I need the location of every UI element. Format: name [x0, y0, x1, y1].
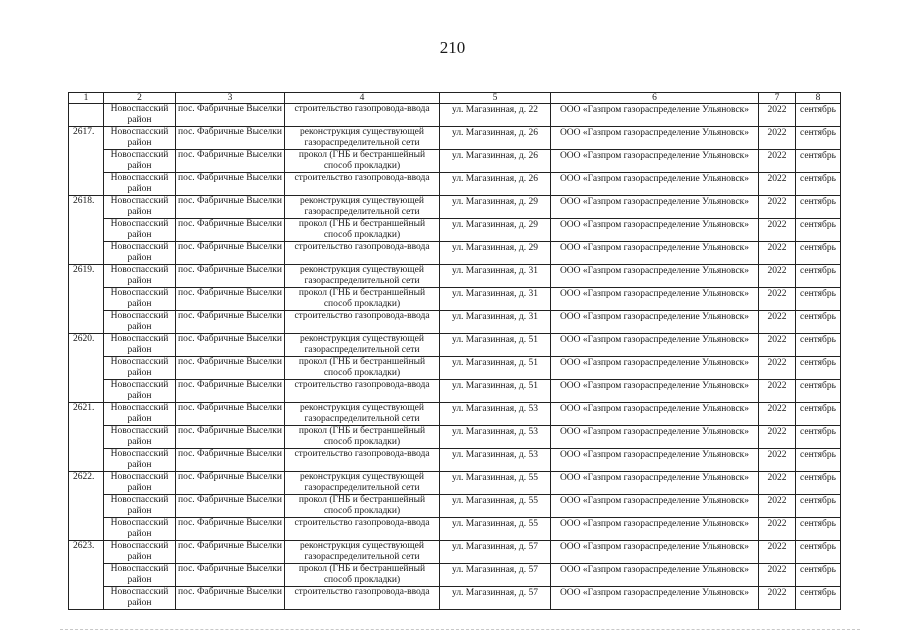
- column-number: 7: [759, 93, 796, 104]
- month-cell: сентябрь: [796, 357, 841, 380]
- settlement-cell: пос. Фабричные Выселки: [176, 380, 285, 403]
- organization-cell: ООО «Газпром газораспределение Ульяновск»: [551, 541, 759, 564]
- settlement-cell: пос. Фабричные Выселки: [176, 311, 285, 334]
- table-row: [69, 472, 841, 495]
- table-row: [69, 127, 841, 150]
- district-cell: Новоспасский район: [104, 127, 176, 150]
- work-type-cell: строительство газопровода-ввода: [285, 587, 440, 610]
- item-number-cell: 2623.: [69, 541, 104, 610]
- district-cell: Новоспасский район: [104, 311, 176, 334]
- district-cell: Новоспасский район: [104, 219, 176, 242]
- year-cell: 2022: [759, 357, 796, 380]
- work-type-cell: реконструкция существующей газораспределительной сети: [285, 265, 440, 288]
- organization-cell: ООО «Газпром газораспределение Ульяновск»: [551, 288, 759, 311]
- settlement-cell: пос. Фабричные Выселки: [176, 426, 285, 449]
- month-cell: сентябрь: [796, 564, 841, 587]
- table-row: [69, 311, 841, 334]
- item-number-cell: 2619.: [69, 265, 104, 334]
- table-row: [69, 564, 841, 587]
- settlement-cell: пос. Фабричные Выселки: [176, 518, 285, 541]
- table-row: [69, 219, 841, 242]
- year-cell: 2022: [759, 564, 796, 587]
- item-number-cell: 2620.: [69, 334, 104, 403]
- table-row: [69, 357, 841, 380]
- month-cell: сентябрь: [796, 495, 841, 518]
- address-cell: ул. Магазинная, д. 55: [440, 518, 551, 541]
- district-cell: Новоспасский район: [104, 288, 176, 311]
- district-cell: Новоспасский район: [104, 587, 176, 610]
- district-cell: Новоспасский район: [104, 426, 176, 449]
- address-cell: ул. Магазинная, д. 53: [440, 426, 551, 449]
- settlement-cell: пос. Фабричные Выселки: [176, 541, 285, 564]
- work-type-cell: прокол (ГНБ и бестраншейный способ прокладки): [285, 495, 440, 518]
- works-table: [68, 92, 841, 610]
- table-row: [69, 150, 841, 173]
- settlement-cell: пос. Фабричные Выселки: [176, 564, 285, 587]
- year-cell: 2022: [759, 242, 796, 265]
- year-cell: 2022: [759, 150, 796, 173]
- address-cell: ул. Магазинная, д. 31: [440, 311, 551, 334]
- address-cell: ул. Магазинная, д. 29: [440, 219, 551, 242]
- settlement-cell: пос. Фабричные Выселки: [176, 357, 285, 380]
- month-cell: сентябрь: [796, 518, 841, 541]
- district-cell: Новоспасский район: [104, 403, 176, 426]
- work-type-cell: прокол (ГНБ и бестраншейный способ прокладки): [285, 564, 440, 587]
- organization-cell: ООО «Газпром газораспределение Ульяновск»: [551, 127, 759, 150]
- organization-cell: ООО «Газпром газораспределение Ульяновск»: [551, 334, 759, 357]
- year-cell: 2022: [759, 403, 796, 426]
- table-row: [69, 173, 841, 196]
- month-cell: сентябрь: [796, 449, 841, 472]
- organization-cell: ООО «Газпром газораспределение Ульяновск»: [551, 265, 759, 288]
- year-cell: 2022: [759, 334, 796, 357]
- year-cell: 2022: [759, 426, 796, 449]
- work-type-cell: реконструкция существующей газораспределительной сети: [285, 403, 440, 426]
- work-type-cell: строительство газопровода-ввода: [285, 104, 440, 127]
- work-type-cell: строительство газопровода-ввода: [285, 380, 440, 403]
- settlement-cell: пос. Фабричные Выселки: [176, 219, 285, 242]
- organization-cell: ООО «Газпром газораспределение Ульяновск»: [551, 104, 759, 127]
- district-cell: Новоспасский район: [104, 449, 176, 472]
- settlement-cell: пос. Фабричные Выселки: [176, 196, 285, 219]
- work-type-cell: прокол (ГНБ и бестраншейный способ прокладки): [285, 219, 440, 242]
- organization-cell: ООО «Газпром газораспределение Ульяновск»: [551, 587, 759, 610]
- table-row: [69, 518, 841, 541]
- month-cell: сентябрь: [796, 104, 841, 127]
- district-cell: Новоспасский район: [104, 518, 176, 541]
- settlement-cell: пос. Фабричные Выселки: [176, 472, 285, 495]
- year-cell: 2022: [759, 219, 796, 242]
- settlement-cell: пос. Фабричные Выселки: [176, 150, 285, 173]
- table-row: [69, 541, 841, 564]
- settlement-cell: пос. Фабричные Выселки: [176, 173, 285, 196]
- district-cell: Новоспасский район: [104, 357, 176, 380]
- month-cell: сентябрь: [796, 173, 841, 196]
- organization-cell: ООО «Газпром газораспределение Ульяновск»: [551, 518, 759, 541]
- column-number: 1: [69, 93, 104, 104]
- month-cell: сентябрь: [796, 288, 841, 311]
- year-cell: 2022: [759, 173, 796, 196]
- settlement-cell: пос. Фабричные Выселки: [176, 449, 285, 472]
- district-cell: Новоспасский район: [104, 173, 176, 196]
- address-cell: ул. Магазинная, д. 51: [440, 357, 551, 380]
- work-type-cell: прокол (ГНБ и бестраншейный способ прокладки): [285, 288, 440, 311]
- year-cell: 2022: [759, 541, 796, 564]
- column-number: 2: [104, 93, 176, 104]
- table-row: [69, 587, 841, 610]
- year-cell: 2022: [759, 472, 796, 495]
- settlement-cell: пос. Фабричные Выселки: [176, 334, 285, 357]
- item-number-cell: [69, 104, 104, 127]
- address-cell: ул. Магазинная, д. 57: [440, 564, 551, 587]
- month-cell: сентябрь: [796, 150, 841, 173]
- organization-cell: ООО «Газпром газораспределение Ульяновск»: [551, 495, 759, 518]
- column-number: 5: [440, 93, 551, 104]
- address-cell: ул. Магазинная, д. 55: [440, 495, 551, 518]
- settlement-cell: пос. Фабричные Выселки: [176, 403, 285, 426]
- table-row: [69, 449, 841, 472]
- table-row: [69, 196, 841, 219]
- district-cell: Новоспасский район: [104, 242, 176, 265]
- organization-cell: ООО «Газпром газораспределение Ульяновск»: [551, 311, 759, 334]
- work-type-cell: реконструкция существующей газораспределительной сети: [285, 541, 440, 564]
- district-cell: Новоспасский район: [104, 104, 176, 127]
- organization-cell: ООО «Газпром газораспределение Ульяновск»: [551, 380, 759, 403]
- table-row: [69, 403, 841, 426]
- district-cell: Новоспасский район: [104, 564, 176, 587]
- year-cell: 2022: [759, 449, 796, 472]
- table-row: [69, 334, 841, 357]
- table-row: [69, 242, 841, 265]
- work-type-cell: строительство газопровода-ввода: [285, 311, 440, 334]
- address-cell: ул. Магазинная, д. 22: [440, 104, 551, 127]
- district-cell: Новоспасский район: [104, 196, 176, 219]
- scan-edge-line: [60, 629, 860, 630]
- address-cell: ул. Магазинная, д. 57: [440, 587, 551, 610]
- year-cell: 2022: [759, 288, 796, 311]
- year-cell: 2022: [759, 196, 796, 219]
- month-cell: сентябрь: [796, 242, 841, 265]
- organization-cell: ООО «Газпром газораспределение Ульяновск»: [551, 173, 759, 196]
- district-cell: Новоспасский район: [104, 334, 176, 357]
- year-cell: 2022: [759, 265, 796, 288]
- work-type-cell: прокол (ГНБ и бестраншейный способ прокладки): [285, 426, 440, 449]
- item-number-cell: 2618.: [69, 196, 104, 265]
- district-cell: Новоспасский район: [104, 541, 176, 564]
- organization-cell: ООО «Газпром газораспределение Ульяновск»: [551, 564, 759, 587]
- column-number: 6: [551, 93, 759, 104]
- item-number-cell: 2621.: [69, 403, 104, 472]
- settlement-cell: пос. Фабричные Выселки: [176, 288, 285, 311]
- year-cell: 2022: [759, 495, 796, 518]
- work-type-cell: строительство газопровода-ввода: [285, 173, 440, 196]
- work-type-cell: реконструкция существующей газораспределительной сети: [285, 472, 440, 495]
- address-cell: ул. Магазинная, д. 31: [440, 265, 551, 288]
- work-type-cell: строительство газопровода-ввода: [285, 518, 440, 541]
- work-type-cell: прокол (ГНБ и бестраншейный способ прокладки): [285, 357, 440, 380]
- address-cell: ул. Магазинная, д. 55: [440, 472, 551, 495]
- month-cell: сентябрь: [796, 472, 841, 495]
- item-number-cell: 2622.: [69, 472, 104, 541]
- settlement-cell: пос. Фабричные Выселки: [176, 104, 285, 127]
- month-cell: сентябрь: [796, 196, 841, 219]
- table-row: [69, 380, 841, 403]
- address-cell: ул. Магазинная, д. 29: [440, 196, 551, 219]
- address-cell: ул. Магазинная, д. 29: [440, 242, 551, 265]
- year-cell: 2022: [759, 127, 796, 150]
- month-cell: сентябрь: [796, 311, 841, 334]
- address-cell: ул. Магазинная, д. 51: [440, 334, 551, 357]
- settlement-cell: пос. Фабричные Выселки: [176, 127, 285, 150]
- address-cell: ул. Магазинная, д. 26: [440, 150, 551, 173]
- table-row: [69, 104, 841, 127]
- month-cell: сентябрь: [796, 265, 841, 288]
- year-cell: 2022: [759, 104, 796, 127]
- table-row: [69, 288, 841, 311]
- address-cell: ул. Магазинная, д. 53: [440, 449, 551, 472]
- month-cell: сентябрь: [796, 403, 841, 426]
- district-cell: Новоспасский район: [104, 472, 176, 495]
- table-body: [69, 93, 841, 610]
- work-type-cell: строительство газопровода-ввода: [285, 242, 440, 265]
- address-cell: ул. Магазинная, д. 51: [440, 380, 551, 403]
- month-cell: сентябрь: [796, 541, 841, 564]
- organization-cell: ООО «Газпром газораспределение Ульяновск»: [551, 449, 759, 472]
- year-cell: 2022: [759, 311, 796, 334]
- work-type-cell: реконструкция существующей газораспределительной сети: [285, 334, 440, 357]
- settlement-cell: пос. Фабричные Выселки: [176, 242, 285, 265]
- district-cell: Новоспасский район: [104, 265, 176, 288]
- organization-cell: ООО «Газпром газораспределение Ульяновск»: [551, 403, 759, 426]
- page-number: 210: [439, 38, 466, 57]
- year-cell: 2022: [759, 518, 796, 541]
- address-cell: ул. Магазинная, д. 53: [440, 403, 551, 426]
- district-cell: Новоспасский район: [104, 380, 176, 403]
- column-number: 8: [796, 93, 841, 104]
- organization-cell: ООО «Газпром газораспределение Ульяновск»: [551, 472, 759, 495]
- column-number-row: [69, 93, 841, 104]
- organization-cell: ООО «Газпром газораспределение Ульяновск»: [551, 357, 759, 380]
- column-number: 4: [285, 93, 440, 104]
- work-type-cell: прокол (ГНБ и бестраншейный способ прокладки): [285, 150, 440, 173]
- table-row: [69, 495, 841, 518]
- settlement-cell: пос. Фабричные Выселки: [176, 587, 285, 610]
- month-cell: сентябрь: [796, 587, 841, 610]
- month-cell: сентябрь: [796, 334, 841, 357]
- table-row: [69, 426, 841, 449]
- organization-cell: ООО «Газпром газораспределение Ульяновск»: [551, 426, 759, 449]
- work-type-cell: строительство газопровода-ввода: [285, 449, 440, 472]
- column-number: 3: [176, 93, 285, 104]
- organization-cell: ООО «Газпром газораспределение Ульяновск»: [551, 242, 759, 265]
- month-cell: сентябрь: [796, 127, 841, 150]
- organization-cell: ООО «Газпром газораспределение Ульяновск»: [551, 219, 759, 242]
- district-cell: Новоспасский район: [104, 150, 176, 173]
- address-cell: ул. Магазинная, д. 26: [440, 173, 551, 196]
- organization-cell: ООО «Газпром газораспределение Ульяновск»: [551, 150, 759, 173]
- year-cell: 2022: [759, 380, 796, 403]
- address-cell: ул. Магазинная, д. 26: [440, 127, 551, 150]
- year-cell: 2022: [759, 587, 796, 610]
- address-cell: ул. Магазинная, д. 31: [440, 288, 551, 311]
- organization-cell: ООО «Газпром газораспределение Ульяновск»: [551, 196, 759, 219]
- district-cell: Новоспасский район: [104, 495, 176, 518]
- address-cell: ул. Магазинная, д. 57: [440, 541, 551, 564]
- work-type-cell: реконструкция существующей газораспределительной сети: [285, 196, 440, 219]
- table-row: [69, 265, 841, 288]
- settlement-cell: пос. Фабричные Выселки: [176, 495, 285, 518]
- settlement-cell: пос. Фабричные Выселки: [176, 265, 285, 288]
- month-cell: сентябрь: [796, 380, 841, 403]
- month-cell: сентябрь: [796, 426, 841, 449]
- work-type-cell: реконструкция существующей газораспределительной сети: [285, 127, 440, 150]
- month-cell: сентябрь: [796, 219, 841, 242]
- item-number-cell: 2617.: [69, 127, 104, 196]
